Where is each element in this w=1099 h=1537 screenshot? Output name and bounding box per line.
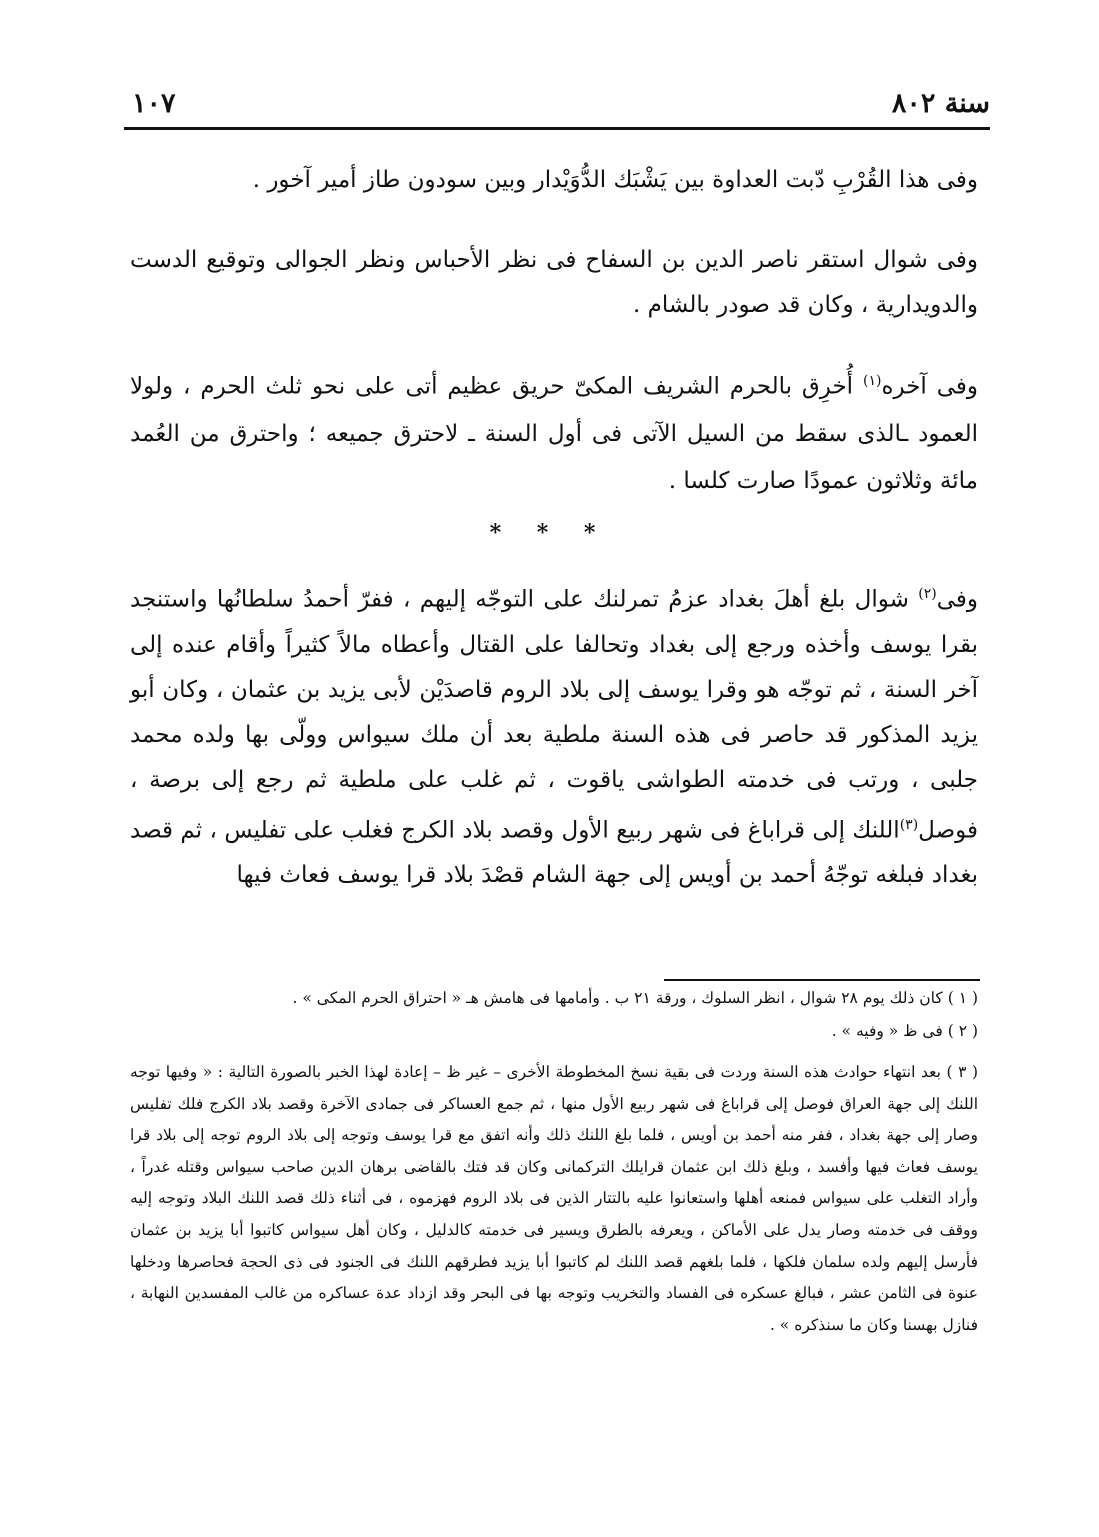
footnote-2-text: فى ظ « وفيه » . [831, 1022, 948, 1040]
footnote-1-text: كان ذلك يوم ٢٨ شوال ، انظر السلوك ، ورقة ٢١ ب . وأمامها فى هامش هـ « احتراق الحرم المكى » . [292, 989, 948, 1007]
footnote-ref-2[interactable]: (٢) [918, 586, 937, 602]
footnote-3-label: ( ٣ ) [946, 1063, 978, 1081]
paragraph-2-text: وفى شوال استقر ناصر الدين بن السفاح فى نظر الأحباس ونظر الجوالى وتوقيع الدست والدويدارية ، وكان قد صودر بالشام . [130, 247, 978, 318]
paragraph-2 [130, 238, 978, 328]
paragraph-3-text: أُخرِق بالحرم الشريف المكىّ حريق عظيم أتى على نحو ثلث الحرم ، ولولا العمود ـالذى سقط من السيل الآتى فى أول السنة ـ لاحترق جميعه ؛ واحترق من العُمد مائة وثلاثون عمودًا صارت كلسا . [130, 373, 978, 494]
footnote-2 [130, 1016, 978, 1046]
footnote-ref-3[interactable]: (٣) [899, 816, 919, 833]
paragraph-4-text: شوال بلغ أهلَ بغداد عزمُ تمرلنك على التوجّه إليهم ، ففرّ أحمدُ سلطانُها واستنجد بقرا يوسف وأخذه ورجع إلى بغداد وتحالفا على القتال وأعطاه مالاً كثيراً وأقام عنده إلى آخر السنة ، ثم توجّه هو وقرا يوسف إلى بلاد الروم قاصدَيْن لأبى يزيد بن عثمان ، وكان أبو يزيد المذكور قد حاصر فى هذه السنة ملطية بعد أن ملك سيواس وولّى بها ولده محمد جلبى ، ورتب فى خدمته الطواشى ياقوت ، ثم غلب على ملطية ثم رجع إلى برصة ، فوصل [130, 586, 978, 844]
paragraph-3-start: وفى آخره [881, 373, 978, 400]
footnote-1-label: ( ١ ) [947, 989, 978, 1007]
footnote-ref-1[interactable]: (١) [862, 373, 882, 389]
paragraph-4 [130, 572, 978, 898]
footnote-2-label: ( ٢ ) [947, 1022, 978, 1040]
paragraph-1 [130, 160, 978, 201]
header-rule [124, 127, 990, 130]
footnote-1 [130, 983, 978, 1013]
paragraph-3 [130, 358, 978, 505]
header-year-title: سنة ٨٠٢ [891, 88, 990, 119]
section-separator: * * * [489, 520, 610, 546]
paragraph-1-text: وفى هذا القُرْبِ دّبت العداوة بين يَشْبَك الدُّوَيْدار وبين سودون طاز أمير آخور . [252, 167, 978, 193]
footnote-rule [664, 979, 980, 981]
paragraph-4-end: اللنك إلى قراباغ فى شهر ربيع الأول وقصد بلاد الكرج فغلب على تفليس ، ثم قصد بغداد فبلغه توجّهُ أحمد بن أويس إلى جهة الشام قصْدَ بلاد قرا يوسف فعاث فيها [130, 817, 978, 889]
footnote-3 [130, 1057, 978, 1341]
running-header [124, 78, 990, 122]
footnote-3-text: بعد انتهاء حوادث هذه السنة وردت فى بقية نسخ المخطوطة الأخرى – غير ظ – إعادة لهذا الخبر بالصورة التالية : « وفيها توجه اللنك إلى جهة العراق فوصل إلى قراباغ فى شهر ربيع الأول منها ، ثم جمع العساكر فى جمادى الآخرة وقصد بلاد الكرج فلك تفليس وصار إلى جهة بغداد ، ففر منه أحمد بن أويس ، فلما بلغ اللنك ذلك وأنه اتفق مع قرا يوسف وتوجه إلى بلاد الروم توجه إلى بلاد قرا يوسف فعاث فيها وأفسد ، وبلغ ذلك ابن عثمان قرايلك التركمانى وكان قد فتك بالقاضى برهان الدين صاحب سيواس وقتله غدراً ، وأراد التغلب على سيواس فمنعه أهلها واستعانوا عليه بالتتار الذين فى بلاد الروم فهزموه ، فى أثناء ذلك قصد اللنك البلاد وتوجه إليه ووقف فى خدمته وصار يدل على الأماكن ، ويعرفه بالطرق ويسير فى خدمته كالدليل ، وكان أهل سيواس كاتبوا أبا يزيد بن عثمان فأرسل إليهم ولده سلمان فلكها ، فلما بلغهم قصد اللنك لم كاتبوا أبا يزيد فطرقهم اللنك فى الجنود فى ذى الحجة فحاصرها ودخلها عنوة فى الثامن عشر ، فبالغ عسكره فى الفساد والتخريب وتوجه بها فى البحر وقد ازداد عدة عساكره من غالب المفسدين النهابة ، فنازل بهسنا وكان ما سنذكره » . [130, 1063, 978, 1334]
paragraph-4-start: وفى [936, 586, 978, 613]
page-number: ١٠٧ [132, 88, 176, 119]
